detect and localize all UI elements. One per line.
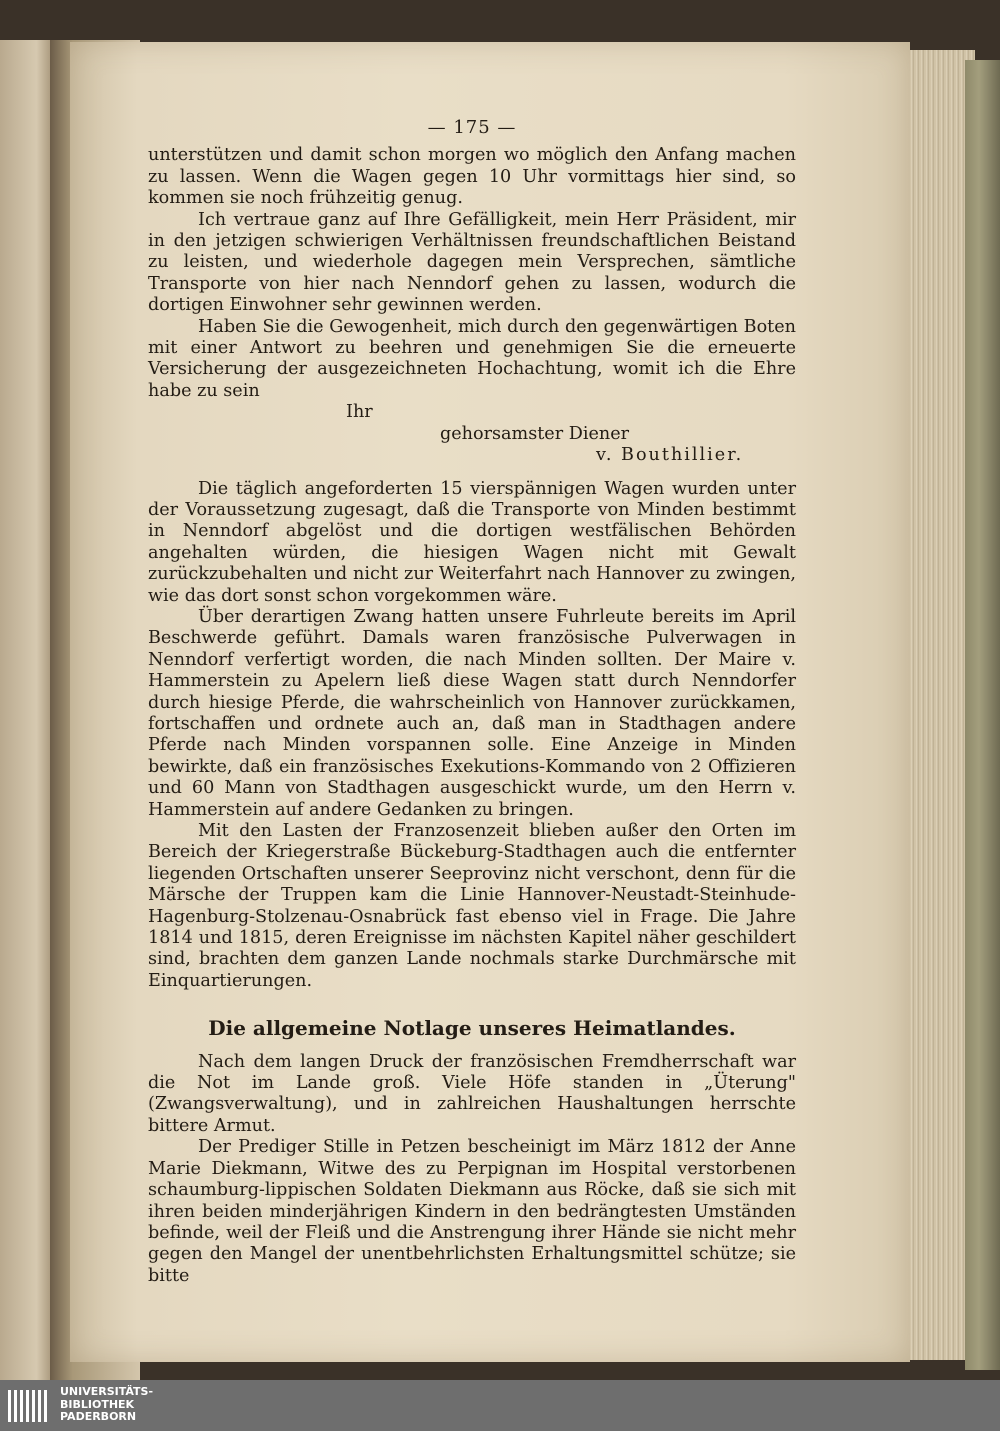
library-name-line-1: UNIVERSITÄTS- [60, 1385, 154, 1398]
paragraph-4: Die täglich angeforderten 15 vierspännigen Wagen wurden unter der Voraussetzung zugesagt, daß die Transporte von Minden bestimmt in Nenndorf abgelöst und die dortigen westfälischen Behörden angehalten würden, die hiesigen Wagen nicht mit Gewalt zurückzubehalten und nicht zur Weiterfahrt nach Hannover zu zwingen, wie das dort sonst schon vorgekommen wäre. [148, 478, 796, 606]
page-number: — 175 — [427, 117, 517, 138]
paragraph-2: Ich vertraue ganz auf Ihre Gefälligkeit, mein Herr Präsident, mir in den jetzigen schwierigen Verhältnissen freundschaftlichen Beistand zu leisten, und wiederhole dagegen mein Versprechen, sämtliche Transporte von hier nach Nenndorf gehen zu lassen, wodurch die dortigen Einwohner sehr gewinnen werden. [148, 209, 796, 316]
library-footer-bar [0, 1380, 1000, 1431]
paragraph-1: unterstützen und damit schon morgen wo möglich den Anfang machen zu lassen. Wenn die Wagen gegen 10 Uhr vormittags hier sind, so kommen sie noch frühzeitig genug. [148, 145, 796, 209]
page-text [148, 117, 796, 1287]
section-heading: Die allgemeine Notlage unseres Heimatlandes. [208, 1016, 736, 1041]
library-logo-text [60, 1386, 153, 1424]
letter-signature: v. Bouthillier. [596, 445, 744, 466]
letter-closing-ihr: Ihr [346, 402, 373, 423]
library-name-line-2: BIBLIOTHEK [60, 1397, 135, 1411]
left-page-edge [0, 40, 52, 1380]
paragraph-3: Haben Sie die Gewogenheit, mich durch den gegenwärtigen Boten mit einer Antwort zu beehren und genehmigen Sie die erneuerte Versicherung der ausgezeichneten Hochachtung, womit ich die Ehre habe zu sein [148, 316, 796, 401]
paragraph-5: Über derartigen Zwang hatten unsere Fuhrleute bereits im April Beschwerde geführt. Damals waren französische Pulverwagen in Nenndorf verfertigt worden, die nach Minden sollten. Der Maire v. Hammerstein zu Apelern ließ diese Wagen statt durch Nenndorfer durch hiesige Pferde, die wahrscheinlich von Hannover zurückkamen, fortschaffen und ordnete auch an, daß man in Stadthagen andere Pferde nach Minden vorspannen solle. Eine Anzeige in Minden bewirkte, daß ein französisches Exekutions-Kommando von 2 Offizieren und 60 Mann von Stadthagen ausgeschickt wurde, um den Herrn v. Hammerstein auf andere Gedanken zu bringen. [148, 606, 796, 820]
paragraph-7: Nach dem langen Druck der französischen Fremdherrschaft war die Not im Lande groß. Viele Höfe standen in „Üterung" (Zwangsverwaltung), und in zahlreichen Haushaltungen herrschte bittere Armut. [148, 1051, 796, 1136]
library-logo-icon [8, 1386, 52, 1426]
library-name-line-3: PADERBORN [60, 1410, 137, 1423]
book-cover-edge [965, 60, 1000, 1370]
letter-closing-diener: gehorsamster Diener [440, 423, 630, 444]
paragraph-6: Mit den Lasten der Franzosenzeit blieben außer den Orten im Bereich der Kriegerstraße Bückeburg-Stadthagen auch die entfernter liegenden Ortschaften unserer Seeprovinz nicht verschont, denn für die Märsche der Truppen kam die Linie Hannover-Neustadt-Steinhude-Hagenburg-Stolzenau-Osnabrück fast ebenso viel in Frage. Die Jahre 1814 und 1815, deren Ereignisse im nächsten Kapitel näher geschildert sind, brachten dem ganzen Lande nochmals starke Durchmärsche mit Einquartierungen. [148, 821, 796, 991]
paragraph-8: Der Prediger Stille in Petzen bescheinigt im März 1812 der Anne Marie Diekmann, Witwe des zu Perpignan im Hospital verstorbenen schaumburg-lippischen Soldaten Diekmann aus Röcke, daß sie sich mit ihren beiden minderjährigen Kindern in den bedrängtesten Umständen befinde, weil der Fleiß und die Anstrengung ihrer Hände sie nicht mehr gegen den Mangel der unentbehrlichsten Erhaltungsmittel schütze; sie bitte [148, 1137, 796, 1286]
